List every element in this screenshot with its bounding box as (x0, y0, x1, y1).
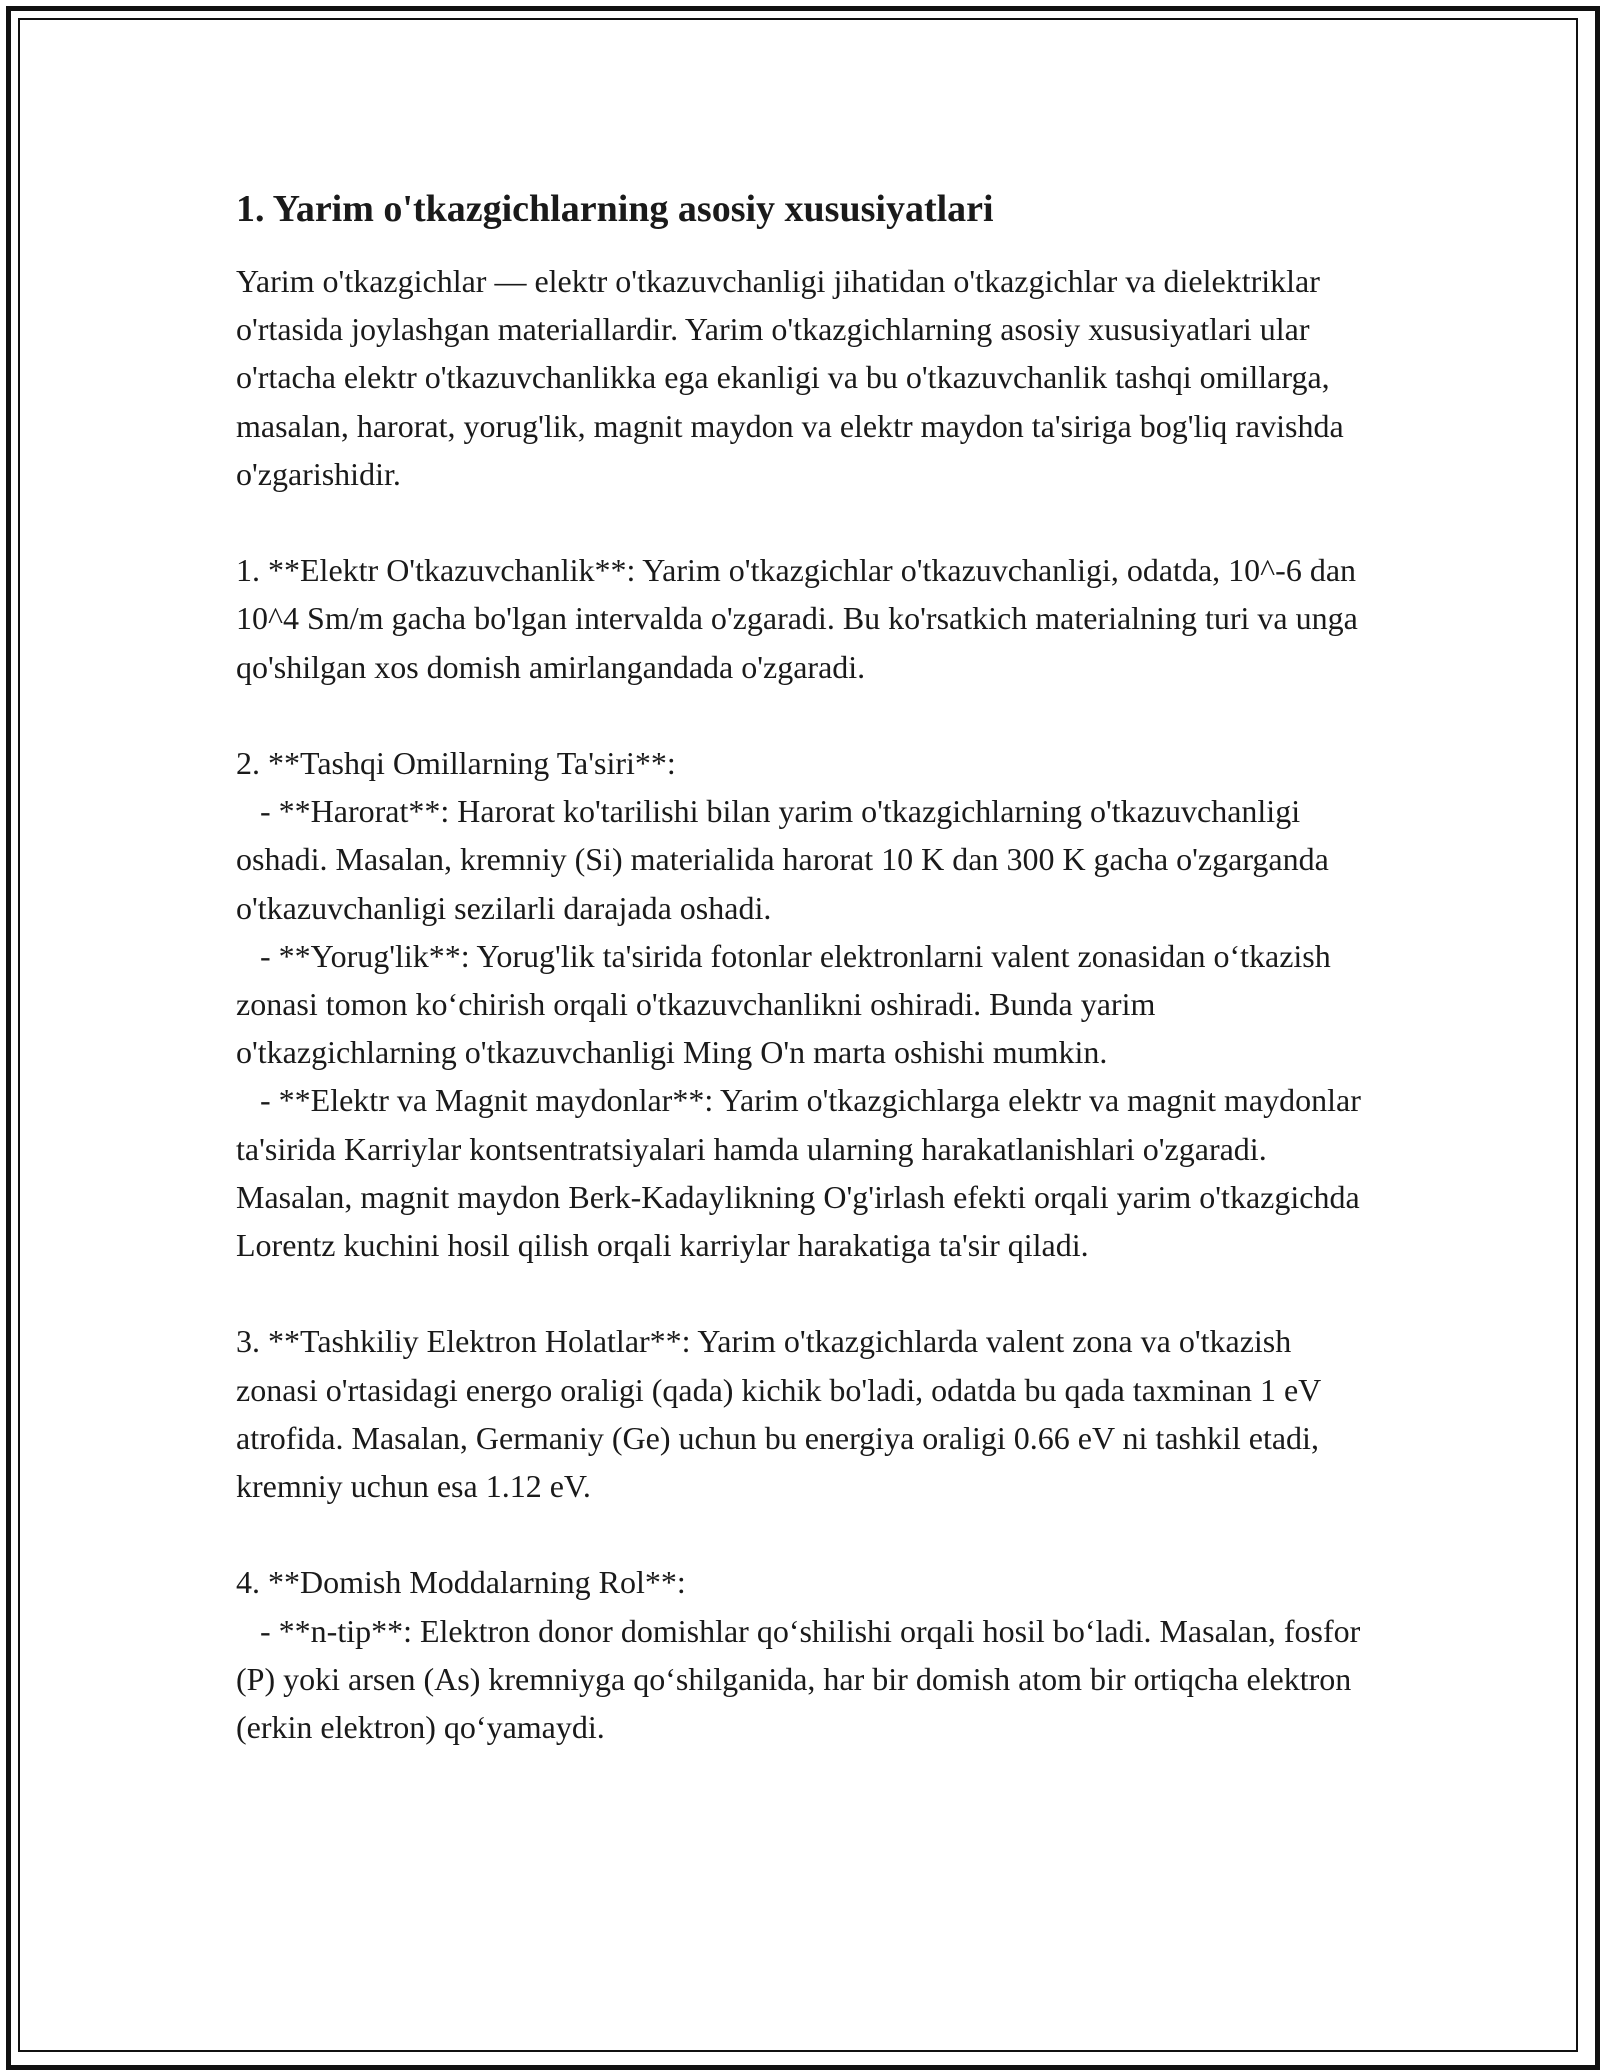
subitem-light: - **Yorug'lik**: Yorug'lik ta'sirida fotonlar elektronlarni valent zonasidan o‘tkazish zonasi tomon ko‘chirish orqali o'tkazuvchanlikni oshiradi. Bunda yarim o'tkazgichlarning o'tkazuvchanligi Ming O'n marta oshishi mumkin. (236, 937, 1339, 1071)
paragraph-gap (236, 498, 1376, 546)
item-electron-states: 3. **Tashkiliy Elektron Holatlar**: Yarim o'tkazgichlarda valent zona va o'tkazish zonasi o'rtasidagi energo oraligi (qada) kichik bo'ladi, odatda bu qada taxminan 1 eV atrofida. Masalan, Germaniy (Ge) uchun bu energiya oraligi 0.66 eV ni tashkil etadi, kremniy uchun esa 1.12 eV. (236, 1323, 1329, 1505)
item-dopants-title: 4. **Domish Moddalarning Rol**: (236, 1564, 686, 1601)
paragraph-gap (236, 1510, 1376, 1558)
item-electrical-conductivity: 1. **Elektr O'tkazuvchanlik**: Yarim o'tkazgichlar o'tkazuvchanligi, odatda, 10^-6 dan 10^4 Sm/m gacha bo'lgan intervalda o'zgaradi. Bu ko'rsatkich materialning turi va unga qo'shilgan xos domish amirlangandada o'zgaradi. (236, 552, 1366, 685)
subitem-n-type: - **n-tip**: Elektron donor domishlar qo‘shilishi orqali hosil bo‘ladi. Masalan, fosfor (P) yoki arsen (As) kremniyga qo‘shilganida, har bir domish atom bir ortiqcha elektron (erkin elektron) qo‘yamaydi. (236, 1612, 1369, 1746)
paragraph-gap (236, 691, 1376, 739)
item-external-factors-title: 2. **Tashqi Omillarning Ta'siri**: (236, 745, 676, 781)
section-heading: 1. Yarim o'tkazgichlarning asosiy xususiyatlari (236, 188, 994, 230)
paragraph-gap (236, 1269, 1376, 1317)
subitem-temperature: - **Harorat**: Harorat ko'tarilishi bilan yarim o'tkazgichlarning o'tkazuvchanligi oshadi. Masalan, kremniy (Si) materialida harorat 10 K dan 300 K gacha o'zgarganda o'tkazuvchanligi sezilarli darajada oshadi. (236, 793, 1337, 926)
document-body (236, 185, 1376, 1751)
intro-paragraph: Yarim o'tkazgichlar — elektr o'tkazuvchanligi jihatidan o'tkazgichlar va dielektriklar o'rtasida joylashgan materiallardir. Yarim o'tkazgichlarning asosiy xususiyatlari ular o'rtacha elektr o'tkazuvchanlikka ega ekanligi va bu o'tkazuvchanlik tashqi omillarga, masalan, harorat, yorug'lik, magnit maydon va elektr maydon ta'siriga bog'liq ravishda o'zgarishidir. (236, 263, 1352, 492)
subitem-electric-magnetic-fields: - **Elektr va Magnit maydonlar**: Yarim o'tkazgichlarga elektr va magnit maydonlar ta'sirida Karriylar kontsentratsiyalari hamda ularning harakatlanishlari o'zgaradi. Masalan, magnit maydon Berk-Kadaylikning O'g'irlash efekti orqali yarim o'tkazgichda Lorentz kuchini hosil qilish orqali karriylar harakatiga ta'sir qiladi. (236, 1082, 1369, 1264)
